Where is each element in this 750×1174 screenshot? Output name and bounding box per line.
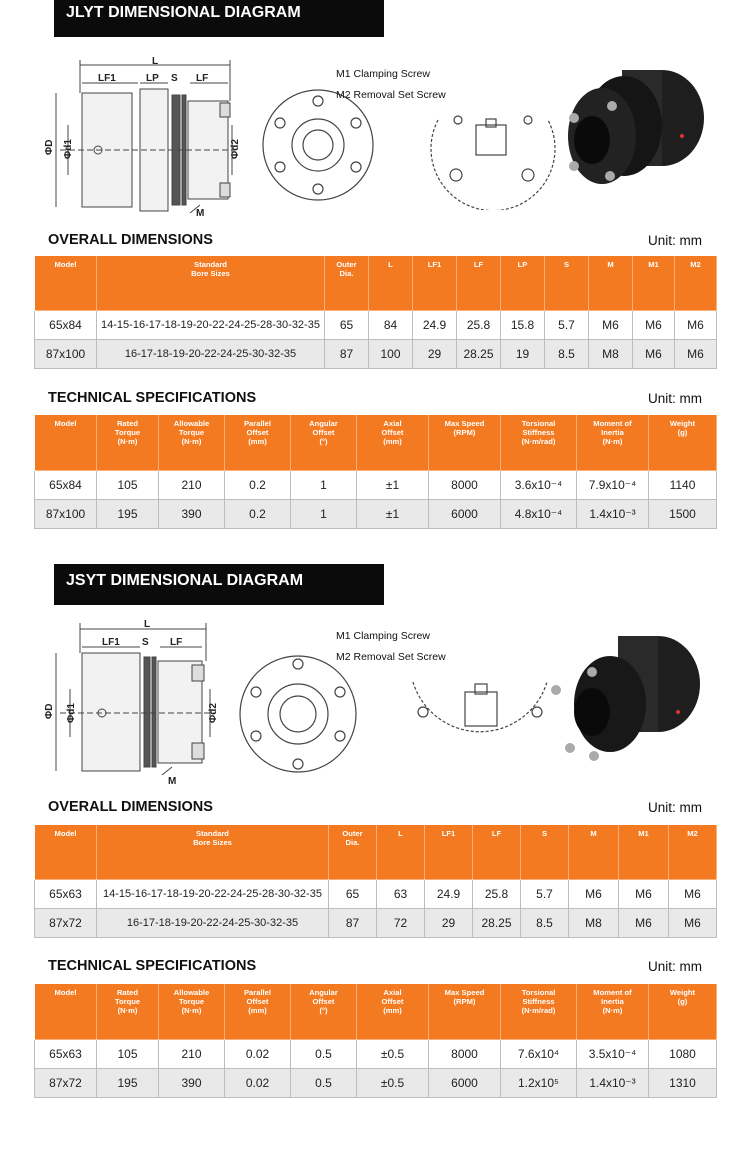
cell: M6 (619, 909, 669, 938)
jlyt-section-view-drawing (428, 95, 558, 210)
header-m2: M2 (675, 256, 717, 311)
cell: M8 (569, 909, 619, 938)
cell: 63 (377, 880, 425, 909)
header-model: Model (35, 984, 97, 1040)
cell-bore: 16-17-18-19-20-22-24-25-30-32-35 (97, 909, 329, 938)
jlyt-dim-d1: Φd1 (63, 139, 74, 159)
jsyt-overall-unit: Unit: mm (648, 800, 702, 815)
cell: 390 (159, 500, 225, 529)
header-parallel-offset: Parallel Offset (mm) (225, 984, 291, 1040)
cell: 1080 (649, 1040, 717, 1069)
jsyt-dim-S: S (142, 637, 149, 648)
jsyt-dim-LF: LF (170, 637, 183, 648)
table-row (35, 909, 717, 938)
table-row (35, 500, 717, 529)
jsyt-dim-d1: Φd1 (66, 703, 77, 723)
jlyt-dim-LP: LP (146, 73, 159, 84)
cell: 105 (97, 471, 159, 500)
cell: 87 (325, 340, 369, 369)
cell: 210 (159, 471, 225, 500)
cell: 6000 (429, 1069, 501, 1098)
jsyt-dim-d2: Φd2 (208, 703, 219, 723)
cell: 25.8 (473, 880, 521, 909)
header-s: S (521, 825, 569, 880)
header-s: S (545, 256, 589, 311)
jsyt-product-photo (548, 628, 708, 768)
table-row (35, 1069, 717, 1098)
cell: 19 (501, 340, 545, 369)
cell: 390 (159, 1069, 225, 1098)
cell: 24.9 (425, 880, 473, 909)
cell-model: 87x72 (35, 909, 97, 938)
jsyt-dim-M: M (168, 776, 177, 787)
header-m2: M2 (669, 825, 717, 880)
cell: M6 (589, 311, 633, 340)
cell: ±1 (357, 471, 429, 500)
cell: 8.5 (545, 340, 589, 369)
cell: 15.8 (501, 311, 545, 340)
cell: 1310 (649, 1069, 717, 1098)
table-row (35, 471, 717, 500)
cell: M8 (589, 340, 633, 369)
cell: 4.8x10⁻⁴ (501, 500, 577, 529)
jlyt-dim-LF: LF (196, 73, 209, 84)
jlyt-technical-specifications-table (34, 414, 717, 529)
cell: 3.5x10⁻⁴ (577, 1040, 649, 1069)
cell: 195 (97, 1069, 159, 1098)
jlyt-front-view-drawing (258, 85, 378, 205)
jlyt-overall-dimensions-table (34, 255, 717, 369)
cell: 7.9x10⁻⁴ (577, 471, 649, 500)
header-m1: M1 (633, 256, 675, 311)
header-m1: M1 (619, 825, 669, 880)
cell-model: 65x84 (35, 471, 97, 500)
header-moment-of-inertia: Moment of Inertia (N·m) (577, 415, 649, 471)
jlyt-m2-callout: M2 Removal Set Screw (336, 89, 446, 101)
jsyt-tech-unit: Unit: mm (648, 959, 702, 974)
header-angular-offset: Angular Offset (°) (291, 984, 357, 1040)
cell: ±1 (357, 500, 429, 529)
jsyt-overall-dimensions-table (34, 824, 717, 938)
table-header-row (35, 984, 717, 1040)
cell-bore: 14-15-16-17-18-19-20-22-24-25-28-30-32-35 (97, 880, 329, 909)
jsyt-dim-L: L (144, 619, 151, 630)
jlyt-product-photo (552, 58, 712, 198)
cell: 24.9 (413, 311, 457, 340)
jlyt-m1-callout: M1 Clamping Screw (336, 68, 430, 80)
cell: 100 (369, 340, 413, 369)
cell: M6 (669, 909, 717, 938)
jsyt-technical-specifications-table (34, 983, 717, 1098)
jsyt-tech-title: TECHNICAL SPECIFICATIONS (48, 958, 257, 974)
cell: 1140 (649, 471, 717, 500)
table-header-row (35, 415, 717, 471)
cell: 28.25 (457, 340, 501, 369)
jlyt-dim-L: L (152, 56, 159, 67)
cell: 1.4x10⁻³ (577, 500, 649, 529)
header-parallel-offset: Parallel Offset (mm) (225, 415, 291, 471)
header-axial-offset: Axial Offset (mm) (357, 415, 429, 471)
header-model: Model (35, 415, 97, 471)
header-outer-dia: Outer Dia. (329, 825, 377, 880)
header-l: L (369, 256, 413, 311)
jsyt-dim-LF1: LF1 (102, 637, 120, 648)
header-axial-offset: Axial Offset (mm) (357, 984, 429, 1040)
jlyt-dim-d2: Φd2 (230, 139, 241, 159)
cell: 29 (425, 909, 473, 938)
cell: M6 (633, 340, 675, 369)
cell: 0.02 (225, 1069, 291, 1098)
cell-model: 87x72 (35, 1069, 97, 1098)
cell-model: 87x100 (35, 340, 97, 369)
header-angular-offset: Angular Offset (°) (291, 415, 357, 471)
jlyt-side-view-drawing (40, 55, 250, 225)
cell: 0.5 (291, 1069, 357, 1098)
jsyt-side-view-drawing (40, 617, 240, 787)
cell: 65 (329, 880, 377, 909)
header-l: L (377, 825, 425, 880)
cell: 1 (291, 500, 357, 529)
cell: 28.25 (473, 909, 521, 938)
table-row (35, 1040, 717, 1069)
jsyt-m1-callout: M1 Clamping Screw (336, 630, 430, 642)
cell: 0.5 (291, 1040, 357, 1069)
header-lf1: LF1 (413, 256, 457, 311)
cell: ±0.5 (357, 1040, 429, 1069)
cell: 195 (97, 500, 159, 529)
cell: M6 (569, 880, 619, 909)
header-torsional-stiffness: Torsional Stiffness (N·m/rad) (501, 415, 577, 471)
jsyt-dim-D: ΦD (44, 703, 55, 719)
jsyt-front-view-drawing (236, 652, 360, 776)
cell: 0.2 (225, 471, 291, 500)
cell-bore: 14-15-16-17-18-19-20-22-24-25-28-30-32-35 (97, 311, 325, 340)
header-torsional-stiffness: Torsional Stiffness (N·m/rad) (501, 984, 577, 1040)
jlyt-dim-LF1: LF1 (98, 73, 116, 84)
header-m: M (589, 256, 633, 311)
jsyt-m2-callout: M2 Removal Set Screw (336, 651, 446, 663)
cell: 6000 (429, 500, 501, 529)
cell: 1500 (649, 500, 717, 529)
cell: 29 (413, 340, 457, 369)
header-allowable-torque: Allowable Torque (N·m) (159, 415, 225, 471)
cell-model: 65x63 (35, 880, 97, 909)
header-lf: LF (457, 256, 501, 311)
cell: 210 (159, 1040, 225, 1069)
header-rated-torque: Rated Torque (N·m) (97, 984, 159, 1040)
jsyt-section-view-drawing (405, 672, 555, 772)
table-header-row (35, 825, 717, 880)
cell-model: 65x63 (35, 1040, 97, 1069)
header-weight: Weight (g) (649, 415, 717, 471)
table-header-row (35, 256, 717, 311)
cell: M6 (619, 880, 669, 909)
cell: 105 (97, 1040, 159, 1069)
header-bore: Standard Bore Sizes (97, 256, 325, 311)
cell: 65 (325, 311, 369, 340)
header-bore: Standard Bore Sizes (97, 825, 329, 880)
header-rated-torque: Rated Torque (N·m) (97, 415, 159, 471)
cell: 5.7 (521, 880, 569, 909)
cell-model: 87x100 (35, 500, 97, 529)
jsyt-overall-title: OVERALL DIMENSIONS (48, 799, 213, 815)
header-max-speed: Max Speed (RPM) (429, 984, 501, 1040)
jsyt-banner: JSYT DIMENSIONAL DIAGRAM (54, 564, 384, 605)
cell: 87 (329, 909, 377, 938)
header-max-speed: Max Speed (RPM) (429, 415, 501, 471)
cell: 72 (377, 909, 425, 938)
table-row (35, 880, 717, 909)
jlyt-overall-title: OVERALL DIMENSIONS (48, 232, 213, 248)
cell-bore: 16-17-18-19-20-22-24-25-30-32-35 (97, 340, 325, 369)
cell: 84 (369, 311, 413, 340)
cell: 8000 (429, 471, 501, 500)
cell: ±0.5 (357, 1069, 429, 1098)
jlyt-tech-unit: Unit: mm (648, 391, 702, 406)
jlyt-banner: JLYT DIMENSIONAL DIAGRAM (54, 0, 384, 37)
header-lp: LP (501, 256, 545, 311)
jlyt-dim-D: ΦD (44, 139, 55, 155)
header-weight: Weight (g) (649, 984, 717, 1040)
cell-model: 65x84 (35, 311, 97, 340)
table-row (35, 340, 717, 369)
header-outer-dia: Outer Dia. (325, 256, 369, 311)
cell: 1 (291, 471, 357, 500)
cell: 3.6x10⁻⁴ (501, 471, 577, 500)
cell: 7.6x10⁴ (501, 1040, 577, 1069)
header-m: M (569, 825, 619, 880)
cell: M6 (669, 880, 717, 909)
header-model: Model (35, 256, 97, 311)
cell: M6 (633, 311, 675, 340)
cell: 1.2x10⁵ (501, 1069, 577, 1098)
jlyt-tech-title: TECHNICAL SPECIFICATIONS (48, 390, 257, 406)
cell: 25.8 (457, 311, 501, 340)
header-lf: LF (473, 825, 521, 880)
cell: 1.4x10⁻³ (577, 1069, 649, 1098)
cell: 8000 (429, 1040, 501, 1069)
header-model: Model (35, 825, 97, 880)
jlyt-overall-unit: Unit: mm (648, 233, 702, 248)
jlyt-dim-S: S (171, 73, 178, 84)
jlyt-dim-M: M (196, 208, 205, 219)
header-allowable-torque: Allowable Torque (N·m) (159, 984, 225, 1040)
cell: 0.02 (225, 1040, 291, 1069)
header-moment-of-inertia: Moment of Inertia (N·m) (577, 984, 649, 1040)
header-lf1: LF1 (425, 825, 473, 880)
cell: M6 (675, 311, 717, 340)
cell: M6 (675, 340, 717, 369)
table-row (35, 311, 717, 340)
cell: 0.2 (225, 500, 291, 529)
cell: 5.7 (545, 311, 589, 340)
cell: 8.5 (521, 909, 569, 938)
